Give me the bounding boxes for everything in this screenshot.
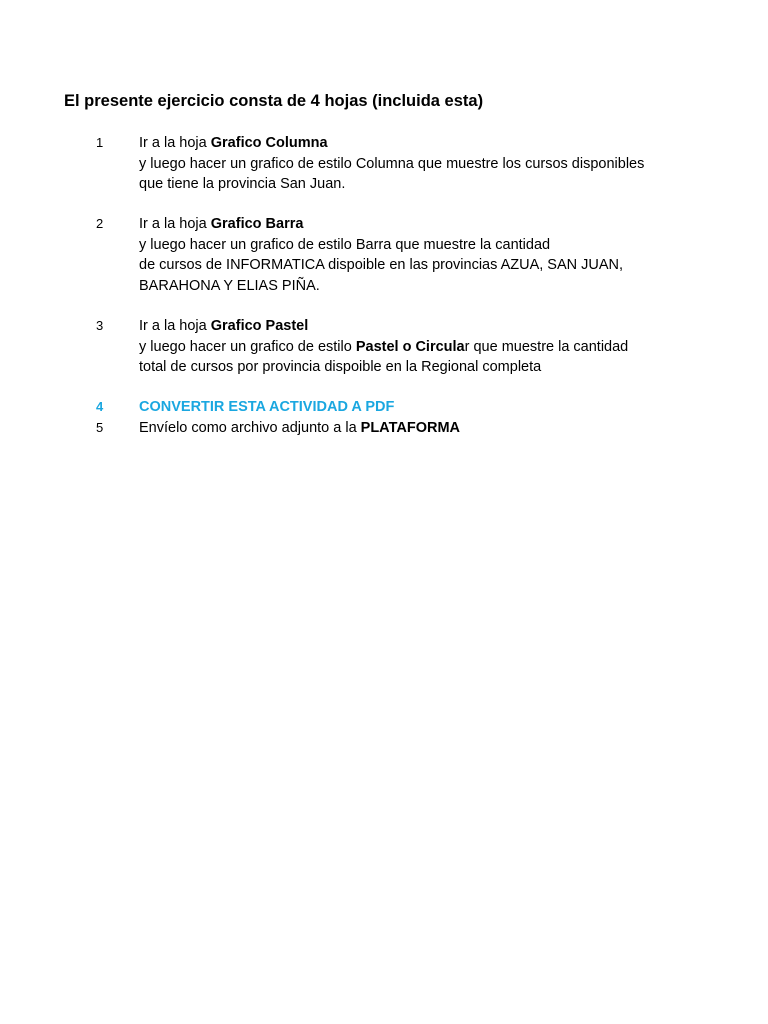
step-line: que tiene la provincia San Juan. bbox=[139, 176, 346, 192]
step-line bbox=[139, 316, 739, 337]
step-line-text: r que muestre la cantidad bbox=[464, 338, 629, 355]
step-line bbox=[139, 214, 739, 235]
step-line-text: Ir a la hoja bbox=[139, 216, 211, 232]
step-line: de cursos de INFORMATICA dispoible en las provincias AZUA, SAN JUAN, bbox=[139, 257, 624, 273]
sheet-name: Grafico Pastel bbox=[210, 318, 309, 334]
step-number: 4 bbox=[96, 399, 104, 414]
page-title: El presente ejercicio consta de 4 hojas (incluida esta) bbox=[64, 92, 484, 110]
step-line-text: Ir a la hoja bbox=[139, 135, 211, 151]
sheet-name: Grafico Columna bbox=[210, 135, 328, 151]
step-number: 2 bbox=[96, 216, 104, 231]
sheet-name: Grafico Barra bbox=[210, 216, 304, 232]
step-number: 1 bbox=[96, 135, 104, 150]
step-line-highlight: CONVERTIR ESTA ACTIVIDAD A PDF bbox=[139, 399, 395, 415]
step-text bbox=[139, 214, 739, 296]
step-line bbox=[139, 133, 739, 154]
chart-style-name: Pastel o Circula bbox=[355, 338, 465, 355]
step-line-text: y luego hacer un grafico de estilo bbox=[139, 338, 356, 355]
step-line-text: Envíelo como archivo adjunto a la bbox=[139, 420, 361, 436]
step-text bbox=[139, 133, 739, 195]
step-line: y luego hacer un grafico de estilo Columna que muestre los cursos disponibles bbox=[139, 155, 645, 172]
step-text bbox=[139, 316, 739, 378]
step-line: total de cursos por provincia dispoible en la Regional completa bbox=[139, 359, 542, 375]
step-line: y luego hacer un grafico de estilo Barra que muestre la cantidad bbox=[139, 236, 551, 253]
platform-name: PLATAFORMA bbox=[360, 420, 460, 436]
step-text bbox=[139, 397, 739, 418]
step-line: BARAHONA Y ELIAS PIÑA. bbox=[139, 277, 320, 294]
step-text bbox=[139, 418, 739, 439]
step-line bbox=[139, 337, 739, 358]
step-number: 5 bbox=[96, 420, 104, 435]
step-line-text: Ir a la hoja bbox=[139, 318, 211, 334]
step-number: 3 bbox=[96, 318, 104, 333]
step-line bbox=[139, 418, 739, 439]
